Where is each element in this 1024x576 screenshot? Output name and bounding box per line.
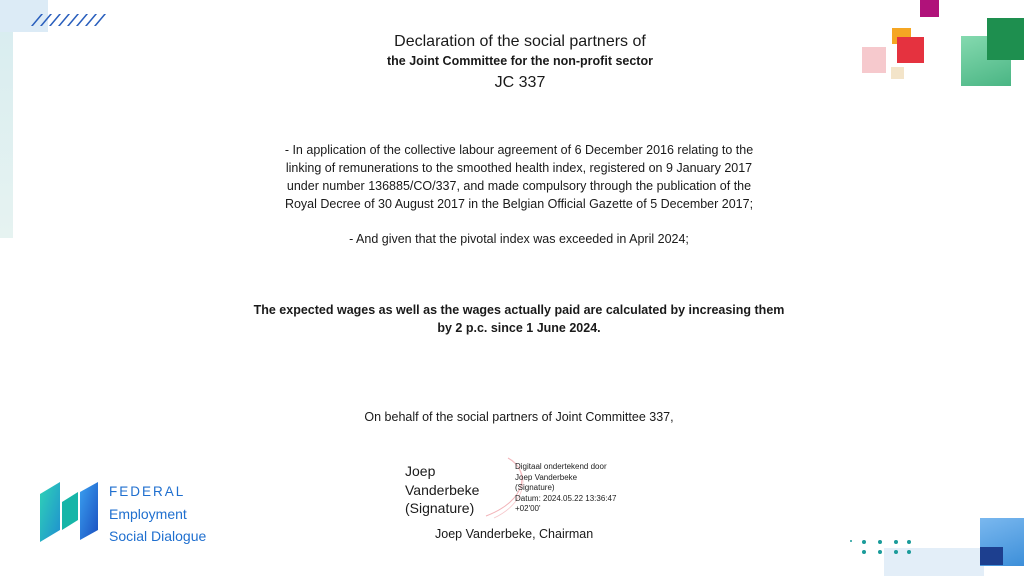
digital-line: +02'00' [515, 504, 541, 513]
signature-line: (Signature) [405, 500, 475, 516]
title-line-2: the Joint Committee for the non-profit sector [387, 54, 653, 68]
title-line-3: JC 337 [494, 74, 546, 91]
decor-square-pink [862, 47, 886, 73]
decor-square-navy [980, 547, 1003, 565]
signature-line: Vanderbeke [405, 481, 480, 498]
text-line: - In application of the collective labour agreement of 6 December 2016 relating to the [284, 143, 754, 157]
decor-square-red [897, 37, 924, 63]
text-line: Royal Decree of 30 August 2017 in the Belgian Official Gazette of 5 December 2017; [284, 197, 754, 211]
text-line: linking of remunerations to the smoothed health index, registered on 9 January 2017 [285, 161, 753, 175]
dot-pattern-icon [848, 538, 918, 558]
left-decor-strip [0, 0, 13, 238]
paragraph-collective-agreement [230, 141, 808, 213]
text-line: The expected wages as well as the wages actually paid are calculated by increasing them [253, 303, 785, 317]
title-line-1: Declaration of the social partners of [394, 33, 646, 50]
logo-text [109, 481, 207, 547]
signature-line: Joep [405, 463, 436, 479]
digital-line: (Signature) [515, 483, 555, 492]
chairman-line: Joep Vanderbeke, Chairman [435, 527, 594, 541]
logo-line: Employment [109, 506, 187, 522]
text-line: by 2 p.c. since 1 June 2024. [437, 321, 601, 335]
closing-line: On behalf of the social partners of Joint Committee 337, [364, 410, 674, 424]
decor-square-darkgreen [987, 18, 1024, 60]
logo-line: Social Dialogue [109, 528, 207, 544]
decor-square-magenta [920, 0, 939, 17]
paragraph-wage-increase [220, 301, 818, 337]
federal-logo-icon [38, 480, 100, 544]
digital-signature-stamp [515, 462, 616, 515]
document-title [300, 31, 740, 95]
digital-line: Digitaal ondertekend door [515, 462, 607, 471]
digital-line: Joep Vanderbeke [515, 472, 578, 482]
logo-line: FEDERAL [109, 484, 186, 499]
paragraph-pivotal-index: - And given that the pivotal index was exceeded in April 2024; [349, 232, 689, 246]
signature-name [405, 462, 479, 518]
text-line: under number 136885/CO/337, and made compulsory through the publication of the [286, 179, 752, 193]
slash-pattern-icon [30, 14, 108, 28]
digital-line: Datum: 2024.05.22 13:36:47 [515, 493, 617, 503]
decor-square-beige [891, 67, 904, 79]
